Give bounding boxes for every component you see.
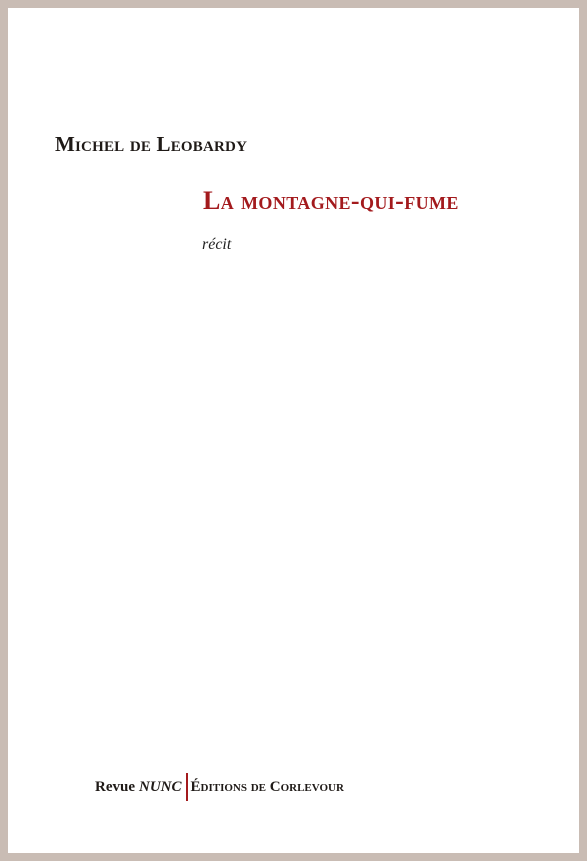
publisher-line bbox=[95, 776, 344, 798]
revue-word: Revue bbox=[95, 778, 135, 795]
author-name: Michel de Leobardy bbox=[55, 132, 248, 156]
book-cover bbox=[8, 8, 579, 853]
genre-label: récit bbox=[202, 236, 232, 253]
publisher-name: Éditions de Corlevour bbox=[190, 778, 344, 795]
publisher-divider bbox=[186, 773, 188, 801]
revue-name: NUNC bbox=[139, 778, 182, 795]
book-title: La montagne-qui-fume bbox=[203, 186, 459, 215]
